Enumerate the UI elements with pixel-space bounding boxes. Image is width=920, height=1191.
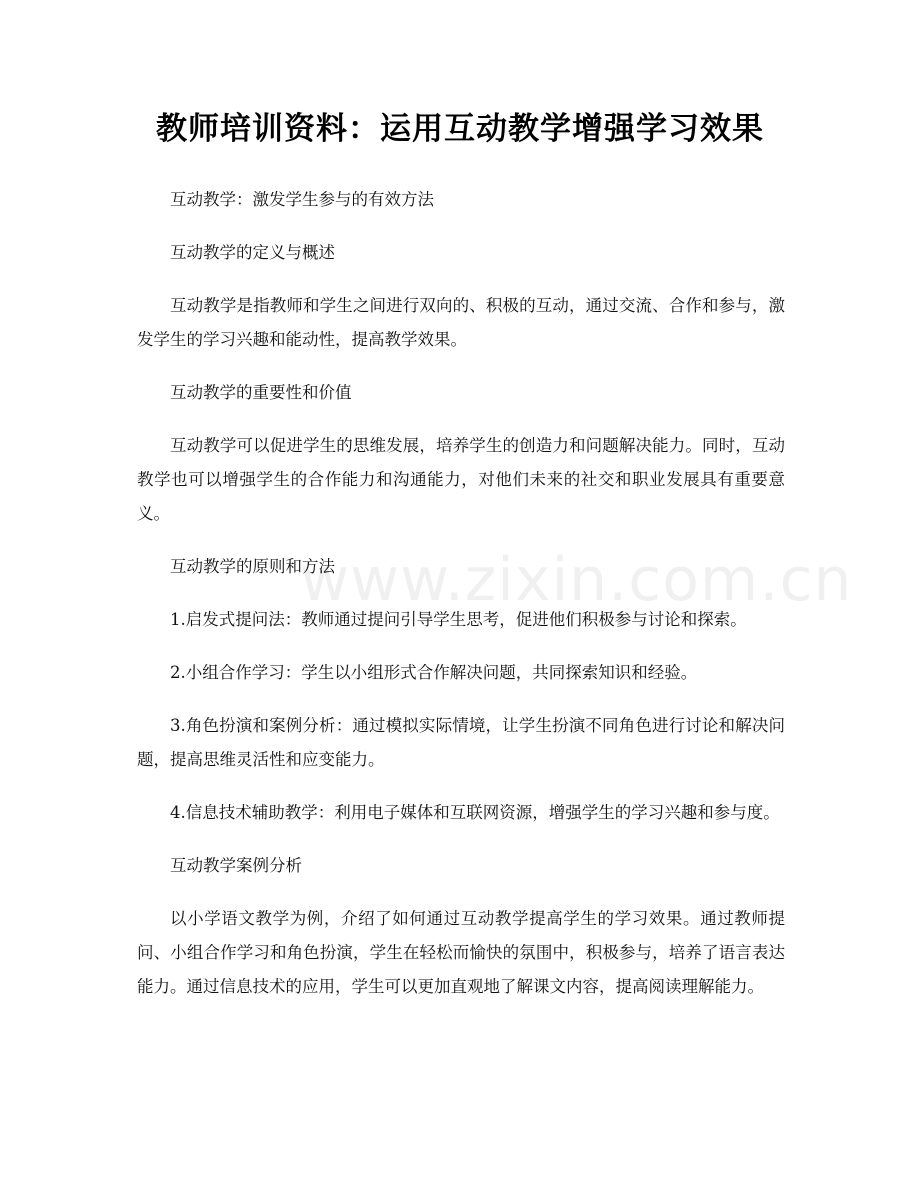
- section-heading-interactive-teaching: 互动教学：激发学生参与的有效方法: [170, 190, 434, 209]
- document-body: [137, 183, 785, 1023]
- section-heading-definition: 互动教学的定义与概述: [170, 243, 335, 262]
- list-item-method-2: 2.小组合作学习：学生以小组形式合作解决问题，共同探索知识和经验。: [170, 663, 698, 682]
- list-item-method-3: 3.角色扮演和案例分析：通过模拟实际情境，让学生扮演不同角色进行讨论和解决问题，提高思维灵活性和应变能力。: [137, 716, 785, 769]
- section-heading-importance: 互动教学的重要性和价值: [170, 383, 352, 402]
- paragraph-definition: 互动教学是指教师和学生之间进行双向的、积极的互动，通过交流、合作和参与，激发学生的学习兴趣和能动性，提高教学效果。: [137, 296, 785, 349]
- list-item-method-4: 4.信息技术辅助教学：利用电子媒体和互联网资源，增强学生的学习兴趣和参与度。: [170, 803, 780, 822]
- paragraph-importance: 互动教学可以促进学生的思维发展，培养学生的创造力和问题解决能力。同时，互动教学也可以增强学生的合作能力和沟通能力，对他们未来的社交和职业发展具有重要意义。: [137, 436, 785, 523]
- section-heading-principles: 互动教学的原则和方法: [170, 557, 335, 576]
- section-heading-case-study: 互动教学案例分析: [170, 856, 302, 875]
- watermark: www.zixin.com.cn: [300, 545, 853, 615]
- list-item-method-1: 1.启发式提问法：教师通过提问引导学生思考，促进他们积极参与讨论和探索。: [170, 610, 747, 629]
- paragraph-case-study: 以小学语文教学为例，介绍了如何通过互动教学提高学生的学习效果。通过教师提问、小组合作学习和角色扮演，学生在轻松而愉快的氛围中，积极参与，培养了语言表达能力。通过信息技术的应用，学生可以更加直观地了解课文内容，提高阅读理解能力。: [137, 909, 785, 996]
- document-title: 教师培训资料：运用互动教学增强学习效果: [156, 111, 764, 147]
